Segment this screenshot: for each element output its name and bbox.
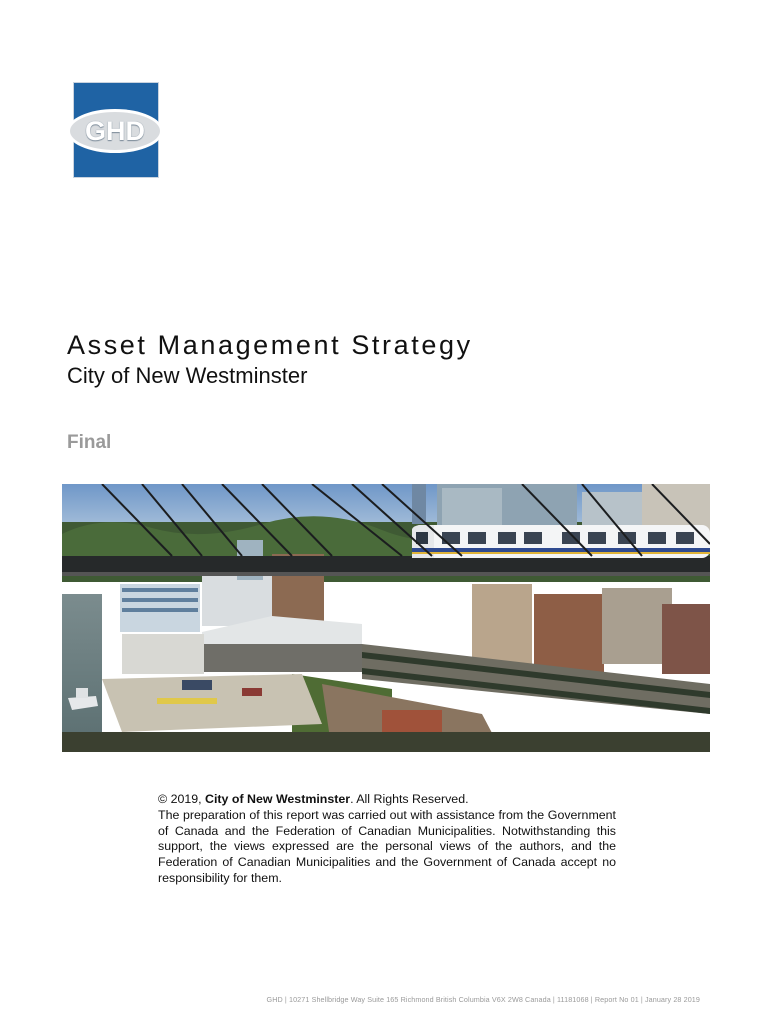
copyright-notice (158, 792, 616, 887)
page-footer: GHD | 10271 Shellbridge Way Suite 165 Richmond British Columbia V6X 2W8 Canada | 11181068 | Report No 01 | January 28 2019 (266, 995, 700, 1004)
logo-text: GHD (85, 115, 145, 146)
copyright-owner: City of New Westminster (205, 792, 351, 806)
copyright-rights: . All Rights Reserved. (350, 792, 469, 806)
document-status: Final (67, 432, 112, 453)
copyright-year: © 2019, (158, 792, 206, 806)
cover-photo (62, 484, 710, 752)
document-title: Asset Management Strategy (67, 330, 473, 360)
copyright-line (158, 792, 616, 808)
document-subtitle: City of New Westminster (67, 363, 308, 388)
copyright-body: The preparation of this report was carried out with assistance from the Government of Canada and the Federation of Canadian Municipalities. Notwithstanding this support, the views expressed are the personal views of the authors, and the Federation of Canadian Municipalities and the Government of Canada accept no responsibility for them. (158, 807, 616, 885)
logo-oval (67, 109, 163, 153)
ghd-logo (74, 83, 158, 177)
